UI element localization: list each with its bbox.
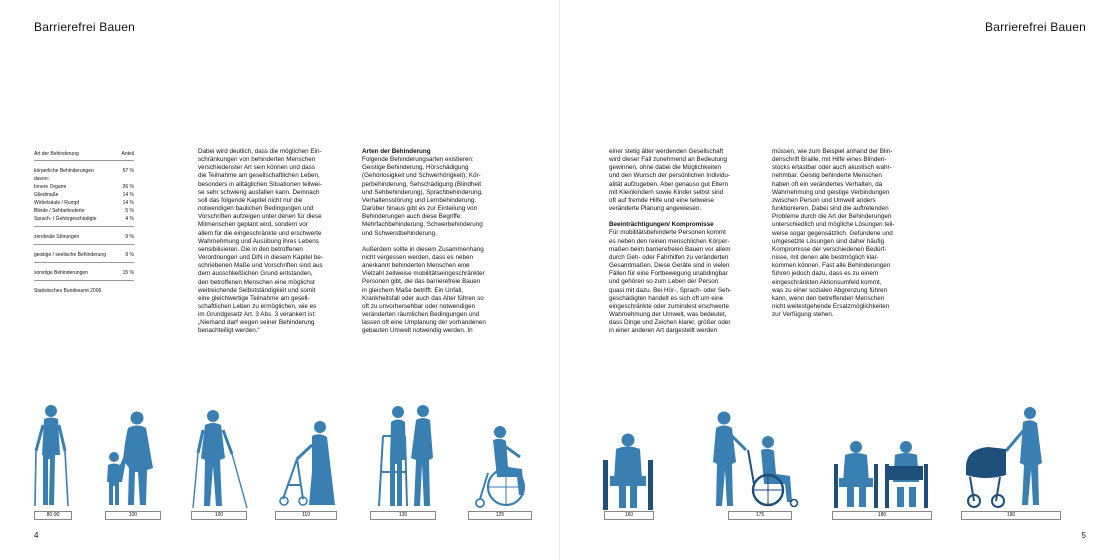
stats-row-label: Wirbelsäule / Rumpf: [34, 200, 80, 206]
text-line: führen jedoch dazu, dass es zu einem: [772, 270, 879, 278]
stats-row: [34, 167, 134, 175]
text-line: funktionieren. Dabei sind die auftretenden: [772, 205, 889, 213]
stats-row-label: Blinde / Sehbehinderte: [34, 208, 85, 214]
heading-beeintraechtigungen: Beeinträchtigungen/ Kompromisse: [609, 221, 714, 229]
stats-row: [34, 183, 134, 191]
text-line: oft auf fremde Hilfe und eine teilweise: [609, 196, 715, 204]
text-line: weitreichende Selbstständigkeit und somit: [198, 286, 316, 294]
text-column-3: [609, 148, 759, 335]
text-line: eingeschränkten Aktionsumfeld kommt,: [772, 278, 882, 286]
stats-row: [34, 175, 134, 183]
text-line: gebauten Umwelt notwendig werden. In: [362, 327, 473, 335]
right-page: [560, 0, 1120, 560]
stats-header-label: Art der Behinderung: [34, 151, 79, 157]
text-line: eingeschränkte oder zumindest erschwerte: [609, 302, 730, 310]
text-line: benachteiligt werden.“: [198, 327, 260, 335]
text-line: Mitmenschen geplant wird, sondern vor: [198, 221, 308, 229]
text-column-4: [772, 148, 924, 319]
text-line: umgesetzte Lösungen sind daher häufig: [772, 237, 885, 245]
text-line: durch Geh- oder Fahrhilfen zu veränderten: [609, 253, 729, 261]
text-line: maßen beim barrierefreien Bauen vor allem: [609, 245, 731, 253]
stats-row-value: 26 %: [122, 184, 134, 190]
text-line: Darüber hinaus gibt es zur Einteilung von: [362, 205, 478, 213]
text-line: Dabei wird deutlich, dass die möglichen Ein-: [198, 148, 322, 155]
page-number-right: 5: [1081, 531, 1086, 540]
text-line: im Grundgesetz Art. 3 Abs. 3 verankert ist:: [198, 311, 316, 319]
width-label-left-5: 130: [370, 511, 436, 520]
text-line: nicht weitestgehende Ersatzmöglichkeiten: [772, 302, 890, 310]
text-column-2: [362, 148, 512, 335]
text-line: Geistige Behinderung, Hörschädigung: [362, 164, 469, 172]
stats-row: [34, 233, 134, 241]
figure-adult-with-child: [101, 410, 159, 508]
text-line: dass Dinge und Zeichen klarer, größer oder: [609, 319, 731, 327]
text-line: und Schwerstbehinderung.: [362, 229, 437, 237]
width-label-left-6: 125: [468, 511, 532, 520]
text-line: Außerdem sollte in diesem Zusammenhang: [362, 245, 484, 253]
width-label-right-1: 160: [604, 511, 654, 520]
stats-group-mental: [34, 251, 134, 263]
text-line: denschrift Braille, mit Hilfe eines Blinden-: [772, 156, 887, 164]
stats-row-value: 14 %: [122, 192, 134, 198]
text-line: notwendigen baulichen Bedingungen und: [198, 205, 314, 213]
stats-row: [34, 269, 134, 277]
text-line: sensibilisieren. Die in den betroffenen: [198, 245, 303, 253]
doc-title-right: Barrierefrei Bauen: [985, 20, 1086, 34]
width-label-left-4: 110: [275, 511, 337, 520]
text-line: lassen oft eine Umplanung der vorhandenen: [362, 319, 486, 327]
stats-group-cerebral: [34, 233, 134, 245]
width-label-right-2: 175: [728, 511, 792, 520]
text-line: schriebenen Maße und Vorschriften sind aus: [198, 262, 323, 270]
text-line: Folgende Behinderungsarten existieren:: [362, 156, 474, 164]
width-label-right-4: 190: [961, 511, 1061, 520]
stats-row-value: 15 %: [122, 270, 134, 276]
stats-header-value: Anteil: [121, 151, 134, 157]
paragraph-behinderungsarten: [362, 156, 512, 238]
text-line: eine gleichwertige Teilnahme am gesell-: [198, 294, 310, 302]
text-line: alität aufzugeben. Aber genauso gut Eltern: [609, 180, 729, 188]
text-line: stocks ertastbar oder auch akustisch wahr-: [772, 164, 892, 172]
stats-row-label: Sprach- / Gehörgeschädigte: [34, 216, 97, 222]
figure-wheelchair-front-view: [600, 432, 656, 512]
text-line: (Gehörlosigkeit und Schwerhörigkeit), Kör-: [362, 172, 481, 180]
text-line: Krankheitsfall oder auch das Alter führen so: [362, 294, 484, 302]
text-line: einer stetig älter werdenden Gesellschaft: [609, 148, 724, 155]
text-line: was zu einer sozialen Abgrenzung führen: [772, 286, 888, 294]
text-line: se sehr schwierig ausfallen kann. Demnach: [198, 188, 320, 196]
text-line: wird dieser Fall zunehmend an Bedeutung: [609, 156, 727, 164]
figure-person-with-walker-assisted: [375, 402, 445, 510]
text-line: die Teilnahme am gesellschaftlichen Leben,: [198, 172, 320, 180]
stats-row-value: 4 %: [125, 216, 134, 222]
stats-row-label: geistige / seelische Behinderung: [34, 252, 106, 258]
text-line: und gehören so zum Leben der Person: [609, 278, 719, 286]
text-line: quasi mit dazu. Bei Hör-, Sprach- oder Seh-: [609, 286, 732, 294]
text-line: mit Kleinkindern sowie Kinder selbst sind: [609, 188, 724, 196]
text-line: nehmbar. Geistig behinderte Menschen: [772, 172, 882, 180]
text-line: zwischen Person und Umwelt anders: [772, 196, 876, 204]
page-number-left: 4: [34, 531, 39, 540]
text-line: verschiedenster Art sein können und dass: [198, 164, 315, 172]
figure-two-wheelchairs-front-view: [832, 440, 932, 510]
text-line: gewinnen, ohne dabei die Möglichkeiten: [609, 164, 722, 172]
stats-row-label: sonstige Behinderungen: [34, 270, 88, 276]
stats-row: [34, 199, 134, 207]
stats-row-value: 9 %: [125, 252, 134, 258]
text-line: oft zu unvorhersehbar oder notwendigen: [362, 302, 476, 310]
text-line: besonders in alltäglichen Situationen teilwei-: [198, 180, 322, 188]
text-line: Kompromisse der verschiedenen Bedürf-: [772, 245, 887, 253]
stats-row-label: körperliche Behinderungen: [34, 168, 94, 174]
figure-person-with-crutches: [31, 403, 71, 508]
text-line: Gesamtmaßen. Diese Geräte sind in vielen: [609, 262, 730, 270]
width-label-left-3: 100: [191, 511, 247, 520]
figure-person-with-pram: [960, 405, 1050, 510]
heading-arten-der-behinderung: Arten der Behinderung: [362, 148, 431, 155]
text-line: schaftlichen Leben zu ermöglichen, wie es: [198, 302, 317, 310]
text-line: Vielzahl zeitweise mobilitätseingeschränkter: [362, 270, 485, 278]
figure-person-with-rollator: [279, 419, 339, 509]
text-line: anerkannt behinderten Menschen eine: [362, 262, 470, 270]
text-line: weise sogar gegensätzlich. Gefundene und: [772, 229, 893, 237]
text-line: veränderten räumlichen Bedingungen und: [362, 310, 480, 318]
text-line: geschädigten handelt es sich oft um eine: [609, 294, 724, 302]
text-line: Verordnungen und DIN in diesem Kapitel be-: [198, 254, 323, 262]
text-line: perbehinderung, Sehschädigung (Blindheit: [362, 180, 482, 188]
text-line: schränkungen von behinderten Menschen: [198, 156, 316, 164]
stats-header-row: [34, 150, 134, 161]
stats-row: [34, 251, 134, 259]
stats-row-value: 5 %: [125, 208, 134, 214]
text-line: und den Wunsch der persönlichen Individu-: [609, 172, 730, 180]
text-line: veränderte Planung angewiesen.: [609, 205, 702, 213]
stats-row-value: 9 %: [125, 234, 134, 240]
paragraph-gesellschaft: [609, 148, 759, 213]
stats-source: Statistisches Bundesamt 2006: [34, 288, 102, 294]
text-line: dem ausschließlichen Grund entstanden,: [198, 270, 313, 278]
text-line: Behinderungen auch diese Begriffe:: [362, 213, 463, 221]
paragraph-mobilitaet: [362, 246, 512, 336]
text-line: Wahrnehmung und Ausübung ihres Lebens: [198, 237, 319, 245]
text-line: zur Verfügung stehen.: [772, 311, 834, 319]
text-line: kommen können. Fast alle Behinderungen: [772, 262, 891, 270]
stats-row: [34, 191, 134, 199]
figure-wheelchair-user: [470, 425, 530, 510]
text-line: „Niemand darf wegen seiner Behinderung: [198, 319, 315, 327]
text-line: soll das folgende Kapitel nicht nur die: [198, 196, 303, 204]
text-line: Vorschriften aufzeigen unter denen für diese: [198, 213, 322, 221]
text-line: allem für die eingeschränkte und erschwerte: [198, 229, 322, 237]
stats-row-label: Innere Organe: [34, 184, 67, 190]
text-line: Wahrnehmung und geistige Verbindungen: [772, 188, 890, 196]
stats-row-value: 14 %: [122, 200, 134, 206]
text-line: und Sehbehinderung), Sprachbehinderung,: [362, 188, 483, 196]
figure-blind-person-with-cane: [190, 408, 250, 510]
stats-group-other: [34, 269, 134, 281]
text-column-1: [198, 148, 350, 336]
text-line: in einer anderen Art dargestellt werden: [609, 327, 718, 335]
text-line: nisse, mit denen alle bestmöglich klar-: [772, 254, 879, 262]
text-line: in gleichem Maße betrifft. Ein Unfall,: [362, 286, 464, 294]
paragraph-mobilitaetsbehinderte: [609, 229, 759, 335]
stats-row: [34, 215, 134, 223]
stats-row-label: davon:: [34, 176, 50, 182]
text-line: Verhaltensstörung und Lernbehinderung.: [362, 196, 477, 204]
text-line: Für mobilitätsbehinderte Personen kommt: [609, 229, 726, 237]
stats-row-label: zerebrale Störungen: [34, 234, 80, 240]
text-line: kann, wenn den betreffenden Menschen: [772, 294, 885, 302]
text-line: Probleme durch die Art der Behinderungen: [772, 213, 892, 221]
text-line: müssen, wie zum Beispiel anhand der Blin-: [772, 148, 893, 155]
text-line: nicht vergessen werden, dass es neben: [362, 253, 473, 261]
text-line: haben oft ein verändertes Verhalten, da: [772, 180, 883, 188]
text-line: Mehrfachbehinderung, Schwerbehinderung: [362, 221, 483, 229]
disability-stats-table: [34, 150, 134, 295]
width-label-left-2: 100: [105, 511, 161, 520]
width-label-left-1: 80-90: [34, 511, 72, 520]
figure-person-pushing-wheelchair: [706, 410, 806, 510]
text-line: es neben den reinen menschlichen Körper-: [609, 237, 730, 245]
text-line: unterschiedlich und mögliche Lösungen teil-: [772, 221, 895, 229]
stats-row: [34, 207, 134, 215]
text-line: Fällen für eine Fortbewegung unabdingbar: [609, 270, 728, 278]
stats-row-value: 67 %: [122, 168, 134, 174]
stats-row-label: Gliedmaße: [34, 192, 59, 198]
text-line: Personen gibt, die das barrierefreie Bauen: [362, 278, 481, 286]
text-line: Wahrnehmung der Umwelt, was bedeutet,: [609, 310, 727, 318]
width-label-right-3: 180: [832, 511, 932, 520]
stats-group-physical: [34, 167, 134, 227]
text-line: den betroffenen Menschen eine möglichst: [198, 278, 315, 286]
doc-title-left: Barrierefrei Bauen: [34, 20, 135, 34]
